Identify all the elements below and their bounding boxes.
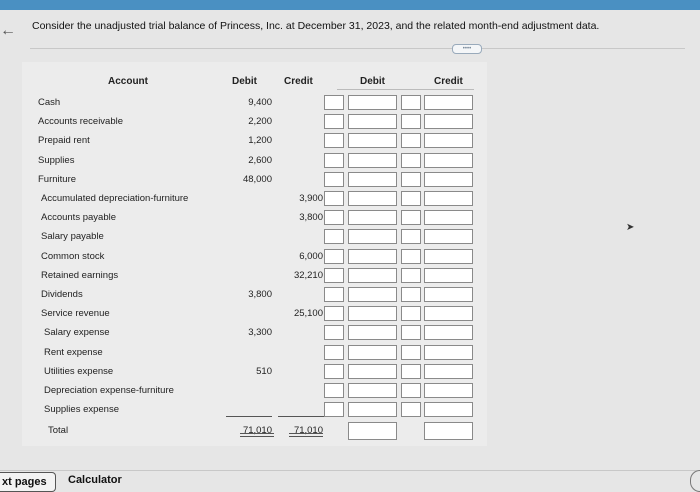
debit-value: 3,800 (248, 289, 272, 300)
adjustment-debit-account-input[interactable] (348, 287, 397, 302)
adjustment-debit-amount-input[interactable] (401, 268, 421, 283)
adjustment-debit-account-input[interactable] (348, 249, 397, 264)
debit-value: 2,200 (248, 116, 272, 128)
header-credit: Credit (284, 76, 313, 87)
account-name: Utilities expense (44, 365, 114, 377)
table-row (0, 324, 700, 343)
adjustment-credit-input[interactable] (424, 268, 473, 283)
adjustment-debit-amount-input[interactable] (401, 210, 421, 225)
adjustment-debit-amount-input[interactable] (401, 364, 421, 379)
credit-extra-input[interactable] (324, 133, 344, 148)
debit-value: 1,200 (248, 135, 272, 147)
account-name: Salary expense (44, 327, 110, 339)
adjustment-debit-account-input[interactable] (348, 95, 397, 110)
total-debit-rule (226, 416, 272, 417)
table-row (0, 94, 700, 113)
credit-extra-input[interactable] (324, 249, 344, 264)
adjustment-debit-amount-input[interactable] (401, 229, 421, 244)
adjustment-debit-account-input[interactable] (348, 172, 397, 187)
adjustment-debit-amount-input[interactable] (401, 325, 421, 340)
header-underline (337, 89, 474, 90)
adjustment-debit-account-input[interactable] (348, 325, 397, 340)
table-row (0, 401, 700, 420)
credit-extra-input[interactable] (324, 153, 344, 168)
account-name: Rent expense (44, 346, 103, 358)
adjustment-debit-amount-input[interactable] (401, 345, 421, 360)
header-account: Account (108, 76, 148, 87)
table-row (0, 344, 700, 363)
credit-value: 3,900 (299, 193, 323, 204)
adjustment-debit-amount-input[interactable] (401, 153, 421, 168)
adjustment-debit-account-input[interactable] (348, 383, 397, 398)
credit-value: 3,800 (299, 212, 323, 224)
credit-value: 32,210 (293, 269, 323, 281)
adjustment-debit-amount-input[interactable] (401, 249, 421, 264)
table-row (0, 190, 700, 209)
adjustment-credit-input[interactable] (424, 383, 473, 398)
adjustment-credit-input[interactable] (424, 325, 473, 340)
adjustment-debit-amount-input[interactable] (401, 114, 421, 129)
credit-extra-input[interactable] (324, 383, 344, 398)
adjustment-credit-input[interactable] (424, 306, 473, 321)
credit-extra-input[interactable] (324, 325, 344, 340)
adjustment-credit-input[interactable] (424, 95, 473, 110)
adjustment-debit-amount-input[interactable] (401, 95, 421, 110)
table-row (0, 382, 700, 401)
table-row (0, 152, 700, 171)
credit-extra-input[interactable] (324, 95, 344, 110)
adjustment-debit-account-input[interactable] (348, 402, 397, 417)
account-name: Furniture (38, 173, 77, 185)
adjustment-debit-account-input[interactable] (348, 153, 397, 168)
credit-value: 6,000 (299, 250, 323, 262)
table-row (0, 228, 700, 247)
account-name: Accounts receivable (38, 116, 124, 128)
adjustment-debit-amount-input[interactable] (401, 287, 421, 302)
adjustment-debit-amount-input[interactable] (401, 191, 421, 206)
adjustment-credit-input[interactable] (424, 191, 473, 206)
adjustment-debit-amount-input[interactable] (401, 383, 421, 398)
adjustment-credit-input[interactable] (424, 210, 473, 225)
credit-extra-input[interactable] (324, 229, 344, 244)
total-label: Total (48, 425, 69, 436)
account-name: Prepaid rent (38, 135, 90, 147)
adjustment-credit-input[interactable] (424, 114, 473, 129)
mouse-pointer-icon: ➤ (626, 222, 635, 233)
adjustment-debit-amount-input[interactable] (401, 402, 421, 417)
adjustment-credit-input[interactable] (424, 402, 473, 417)
account-name: Accounts payable (41, 212, 116, 224)
table-row (0, 267, 700, 286)
adjustment-credit-input[interactable] (424, 229, 473, 244)
total-debit: 71,010 (242, 425, 272, 436)
credit-extra-input[interactable] (324, 306, 344, 321)
credit-value: 25,100 (293, 308, 323, 320)
table-row (0, 113, 700, 132)
credit-extra-input[interactable] (324, 345, 344, 360)
adjustment-debit-amount-input[interactable] (401, 306, 421, 321)
header-adjustment-credit: Credit (434, 76, 463, 87)
expand-pill[interactable]: •••• (452, 44, 482, 54)
total-credit: 71,010 (293, 425, 323, 436)
account-name: Supplies (38, 154, 75, 166)
adjustment-credit-input[interactable] (424, 364, 473, 379)
account-name: Common stock (41, 250, 105, 262)
table-row (0, 363, 700, 382)
adjustment-debit-account-input[interactable] (348, 306, 397, 321)
adjustment-debit-account-input[interactable] (348, 229, 397, 244)
adjustment-debit-account-input[interactable] (348, 268, 397, 283)
table-row (0, 171, 700, 190)
calculator-button[interactable]: Calculator (68, 474, 122, 486)
adjustment-credit-input[interactable] (424, 345, 473, 360)
account-name: Retained earnings (41, 269, 119, 281)
adjustment-debit-amount-input[interactable] (401, 172, 421, 187)
account-name: Accumulated depreciation-furniture (41, 193, 189, 204)
back-arrow-icon[interactable]: ← (0, 22, 16, 39)
credit-extra-input[interactable] (324, 172, 344, 187)
adjustment-debit-account-input[interactable] (348, 114, 397, 129)
debit-value: 2,600 (248, 154, 272, 166)
debit-value: 510 (256, 365, 272, 377)
credit-extra-input[interactable] (324, 210, 344, 225)
adjustment-credit-input[interactable] (424, 133, 473, 148)
credit-extra-input[interactable] (324, 402, 344, 417)
table-row (0, 132, 700, 151)
total-adjustment-debit-input[interactable] (348, 422, 397, 440)
account-name: Salary payable (41, 231, 104, 243)
credit-extra-input[interactable] (324, 191, 344, 206)
total-credit-double-rule (289, 433, 323, 437)
credit-extra-input[interactable] (324, 287, 344, 302)
header-adjustment-debit: Debit (360, 76, 385, 87)
adjustment-debit-account-input[interactable] (348, 210, 397, 225)
debit-value: 9,400 (248, 97, 272, 108)
adjustment-credit-input[interactable] (424, 153, 473, 168)
divider (30, 48, 685, 49)
adjustment-debit-account-input[interactable] (348, 133, 397, 148)
table-row (0, 209, 700, 228)
adjustment-debit-amount-input[interactable] (401, 133, 421, 148)
adjustment-credit-input[interactable] (424, 249, 473, 264)
total-adjustment-credit-input[interactable] (424, 422, 473, 440)
table-row (0, 248, 700, 267)
debit-value: 3,300 (248, 327, 272, 339)
total-debit-double-rule (240, 433, 274, 437)
debit-value: 48,000 (242, 173, 272, 185)
credit-extra-input[interactable] (324, 114, 344, 129)
adjustment-debit-account-input[interactable] (348, 345, 397, 360)
account-name: Service revenue (41, 308, 110, 320)
credit-extra-input[interactable] (324, 364, 344, 379)
adjustment-debit-account-input[interactable] (348, 191, 397, 206)
adjustment-debit-account-input[interactable] (348, 364, 397, 379)
table-row (0, 286, 700, 305)
account-name: Dividends (41, 289, 83, 300)
question-prompt: Consider the unadjusted trial balance of Princess, Inc. at December 31, 2023, and the related month-end adjustment data. (32, 20, 600, 32)
total-credit-rule (278, 416, 324, 417)
account-name: Supplies expense (44, 404, 119, 416)
account-name: Cash (38, 97, 61, 108)
table-row (0, 305, 700, 324)
adjustment-credit-input[interactable] (424, 287, 473, 302)
next-pages-button[interactable]: xt pages (0, 472, 56, 492)
credit-extra-input[interactable] (324, 268, 344, 283)
account-name: Depreciation expense-furniture (44, 385, 174, 396)
header-debit: Debit (232, 76, 257, 87)
top-bar (0, 0, 700, 10)
adjustment-credit-input[interactable] (424, 172, 473, 187)
